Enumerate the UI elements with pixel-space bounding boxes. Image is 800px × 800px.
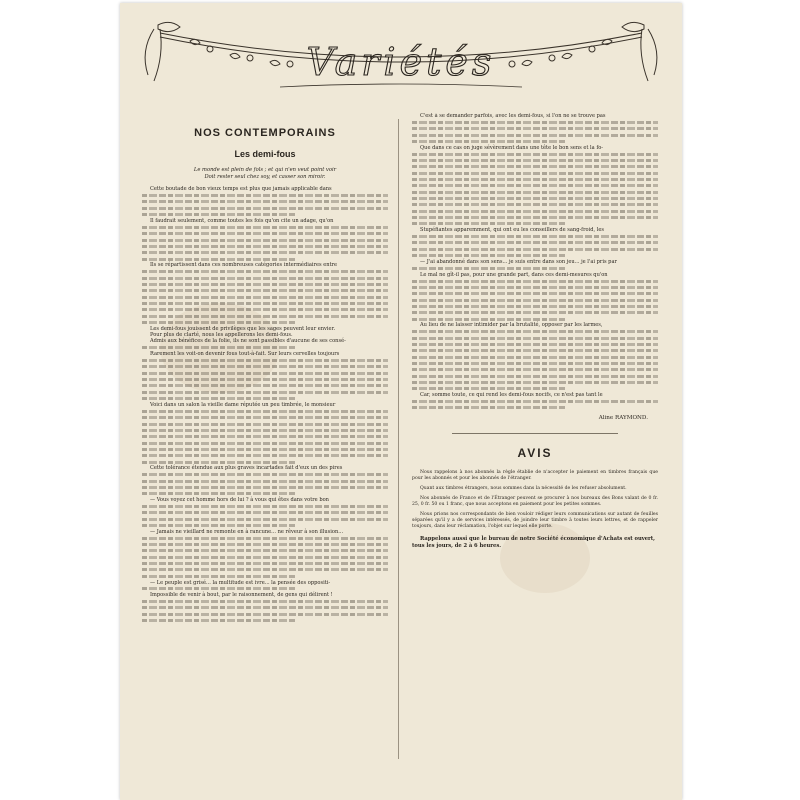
paragraph-opening: — Le peuple est grisé... la multitude est ivre... la pensée des oppositi- bbox=[150, 579, 331, 586]
author-signature: Aline RAYMOND. bbox=[598, 415, 648, 422]
column-divider bbox=[398, 119, 399, 759]
paragraph-opening: Ils se répartissent dans ces nombreuses catégories intermédiaires entre bbox=[150, 262, 337, 269]
avis-paragraph: Quant aux timbres étrangers, nous sommes dans la nécessité de les refuser absolument. bbox=[420, 486, 627, 492]
paragraph bbox=[412, 259, 658, 265]
avis-paragraph: Nous rappelons à nos abonnés la règle établie de n'accepter le paiement en timbres français que pour les abonnés et pour les abonnés de l'étranger. bbox=[412, 470, 658, 482]
paragraph-opening: Cette tolérance étendue aux plus graves incartades fait d'eux un des pires bbox=[150, 465, 343, 472]
masthead-title: Variétés bbox=[306, 40, 496, 84]
article-title: Les demi-fous bbox=[234, 149, 296, 159]
paragraph-opening: — J'ai abandonné dans son sens... je suis entre dans son jeu... je l'ai pris par bbox=[420, 258, 617, 265]
paragraph-opening: Le mal ne gît-il pas, pour une grande part, dans ces demi-mesures qu'on bbox=[420, 271, 608, 278]
paragraph-opening: Pour plus de clarté, nous les appellerons les demi-fous. bbox=[150, 332, 293, 339]
paragraph-opening: Que dans ce cas on juge sévèrement dans une tête le bon sens et la fo- bbox=[420, 144, 604, 151]
paragraph-opening: Car, somme toute, ce qui rend les demi-fous nocifs, ce n'est pas tant le bbox=[420, 392, 603, 399]
avis-paragraph: Nous prions nos correspondants de bien vouloir rédiger leurs communications sur autant de feuilles séparées qu'il y a de services intéressés, de joindre leur timbre à toutes leurs lettres, et de rappeler toujours, dans leur réclamation, l'objet sur lequel elle porte. bbox=[412, 512, 658, 530]
epigraph-line: Doit rester seul chez soy, et casser son miroir. bbox=[204, 173, 326, 180]
paragraph-opening: Stupéfiantes apparemment, qui ont eu les conseillers de sang-froid, les bbox=[420, 227, 604, 234]
avis-closing: Rappelons aussi que le bureau de notre Société économique d'Achats est ouvert, tous les jours, de 2 à 6 heures. bbox=[412, 536, 655, 549]
paragraph-opening: C'est à se demander parfois, avec les demi-fous, si l'on ne se trouve pas bbox=[420, 113, 606, 119]
paragraph-opening: — Jamais ne vieillard ne remonte en à rancune... ne rêveur à son illusion... bbox=[150, 528, 344, 535]
section-title: NOS CONTEMPORAINS bbox=[194, 127, 336, 139]
article-column-left bbox=[142, 113, 388, 793]
article-column-right bbox=[412, 113, 658, 793]
section-rule bbox=[452, 433, 618, 434]
epigraph bbox=[142, 167, 388, 180]
paragraph-opening: Voici dans un salon la vieille dame réputée un peu timbrée, le monsieur bbox=[150, 401, 336, 408]
epigraph-line: Le monde est plein de fols ; et qui n'en veut point voir bbox=[193, 167, 337, 173]
avis-title: AVIS bbox=[517, 446, 553, 461]
newspaper-page bbox=[120, 3, 682, 800]
paragraph-opening: Admis aux bénéfices de la folie, ils ne sont passibles d'aucune de ses consé- bbox=[150, 338, 346, 345]
paragraph-opening: Cette boutade de bon vieux temps est plus que jamais applicable dans bbox=[150, 186, 332, 193]
paragraph-opening: Rarement les voit-on devenir fous tout-à-fait. Sur leurs cervelles toujours bbox=[150, 351, 340, 358]
paragraph-opening: Il faudrait seulement, comme toutes les fois qu'on cite un adage, qu'on bbox=[150, 217, 334, 224]
paragraph bbox=[142, 338, 388, 344]
avis-paragraph: Nos abonnés de France et de l'Étranger peuvent se procurer à nos bureaux des Bons valant de 0 fr. 25, 0 fr. 50 ou 1 franc, que nous acceptons en paiement pour les petites sommes. bbox=[412, 496, 658, 508]
paragraph bbox=[142, 580, 388, 586]
paragraph-opening: Impossible de venir à bout, par le raisonnement, de gens qui délirent ! bbox=[150, 592, 333, 599]
paragraph-opening: Les demi-fous jouissent de privilèges que les sages peuvent leur envier. bbox=[150, 325, 336, 332]
masthead-ornament bbox=[130, 11, 672, 107]
paragraph-opening: — Vous voyez cet homme hors de lui ? à vous qui êtes dans votre bon bbox=[150, 497, 329, 504]
paragraph-opening: Au lieu de ne laisser intimider par la brutalité, opposer par les larmes, bbox=[420, 322, 603, 329]
